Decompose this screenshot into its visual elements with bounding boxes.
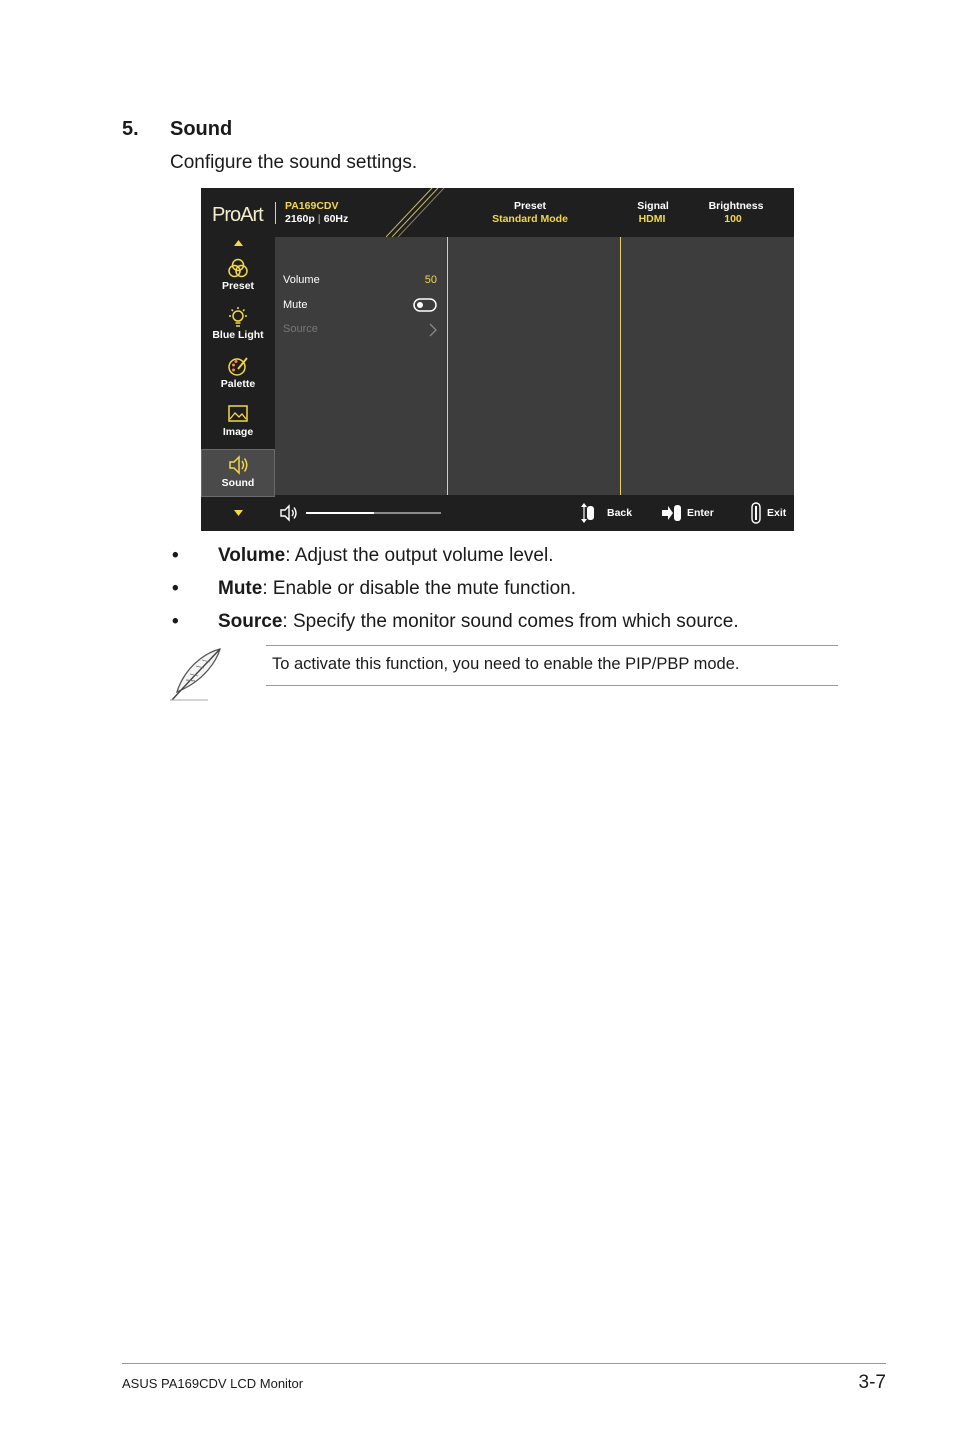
volume-value: 50 xyxy=(424,274,437,286)
footer-title: ASUS PA169CDV LCD Monitor xyxy=(122,1376,304,1391)
back-joystick-icon xyxy=(581,503,603,523)
note-top-rule xyxy=(266,645,838,646)
sidebar-item-palette[interactable] xyxy=(201,351,275,399)
toggle-off-icon[interactable] xyxy=(413,298,437,312)
chevron-right-icon xyxy=(429,323,437,337)
submenu-column xyxy=(448,237,621,495)
bullet-term: Mute xyxy=(218,578,263,599)
sidebar-item-image[interactable] xyxy=(201,399,275,447)
exit-label: Exit xyxy=(767,507,787,519)
image-icon xyxy=(227,403,249,425)
menu-item-volume[interactable] xyxy=(283,274,443,286)
preset-icon xyxy=(227,257,249,279)
arrow-down-icon[interactable] xyxy=(234,510,243,516)
palette-icon xyxy=(227,355,249,377)
brand-logo: ProArt xyxy=(212,204,263,226)
bullet-term: Source xyxy=(218,611,283,632)
sidebar-item-label: Blue Light xyxy=(212,329,264,341)
arrow-up-icon[interactable] xyxy=(234,240,243,246)
bullet-marker: • xyxy=(172,578,179,599)
bullet-volume xyxy=(218,545,554,567)
refresh-value: 60Hz xyxy=(323,213,349,225)
sound-menu-column xyxy=(275,237,448,495)
section-number: 5. xyxy=(122,118,139,140)
bullet-mute xyxy=(218,578,576,600)
resolution-separator: | xyxy=(317,213,321,225)
sidebar-item-sound[interactable] xyxy=(201,449,275,497)
speaker-icon xyxy=(227,454,249,476)
bullet-marker: • xyxy=(172,545,179,566)
menu-item-mute[interactable] xyxy=(283,299,443,311)
osd-sidebar xyxy=(201,237,275,531)
diagonal-decoration-icon xyxy=(386,188,446,237)
bullet-description: : Enable or disable the mute function. xyxy=(262,578,577,599)
osd-status-bar xyxy=(201,188,794,237)
sidebar-item-label: Preset xyxy=(221,280,255,292)
feather-note-icon xyxy=(168,646,224,702)
bullet-marker: • xyxy=(172,611,179,632)
note-bottom-rule xyxy=(266,685,838,686)
sidebar-item-label: Palette xyxy=(220,378,256,390)
volume-speaker-icon xyxy=(279,504,299,522)
source-label: Source xyxy=(283,323,318,335)
enter-joystick-icon xyxy=(662,503,686,523)
section-title: Sound xyxy=(170,118,233,140)
osd-menu-screenshot xyxy=(201,188,794,531)
bullet-description: : Adjust the output volume level. xyxy=(285,545,554,566)
volume-slider-fill xyxy=(306,512,374,514)
preset-label: Preset xyxy=(513,200,547,212)
enter-label: Enter xyxy=(687,507,714,519)
sidebar-item-preset[interactable] xyxy=(201,253,275,301)
bullet-source xyxy=(218,611,739,633)
preset-value: Standard Mode xyxy=(492,213,568,225)
bulb-icon xyxy=(227,306,249,328)
exit-button-icon xyxy=(750,502,762,524)
footer-rule xyxy=(122,1363,886,1364)
osd-bottom-bar xyxy=(275,495,794,531)
volume-label: Volume xyxy=(283,274,320,286)
section-intro: Configure the sound settings. xyxy=(170,152,418,173)
resolution-value: 2160p xyxy=(285,213,315,225)
model-name: PA169CDV xyxy=(285,200,339,212)
brightness-label: Brightness xyxy=(708,200,764,212)
sidebar-item-label: Image xyxy=(222,426,254,438)
bullet-term: Volume xyxy=(218,545,286,566)
resolution-readout xyxy=(285,213,348,225)
page-number: 3-7 xyxy=(858,1372,886,1393)
sidebar-item-label: Sound xyxy=(221,477,255,489)
sidebar-item-blue-light[interactable] xyxy=(201,302,275,350)
brightness-value: 100 xyxy=(724,213,742,225)
volume-slider[interactable] xyxy=(306,512,441,514)
bullet-description: : Specify the monitor sound comes from which source. xyxy=(282,611,739,632)
menu-item-source[interactable] xyxy=(283,323,443,335)
mute-label: Mute xyxy=(283,299,308,311)
note-text: To activate this function, you need to enable the PIP/PBP mode. xyxy=(272,655,740,673)
signal-label: Signal xyxy=(637,200,669,212)
signal-value: HDMI xyxy=(638,213,666,225)
submenu-column-2 xyxy=(621,237,794,495)
brand-divider xyxy=(275,202,276,224)
back-label: Back xyxy=(607,507,633,519)
